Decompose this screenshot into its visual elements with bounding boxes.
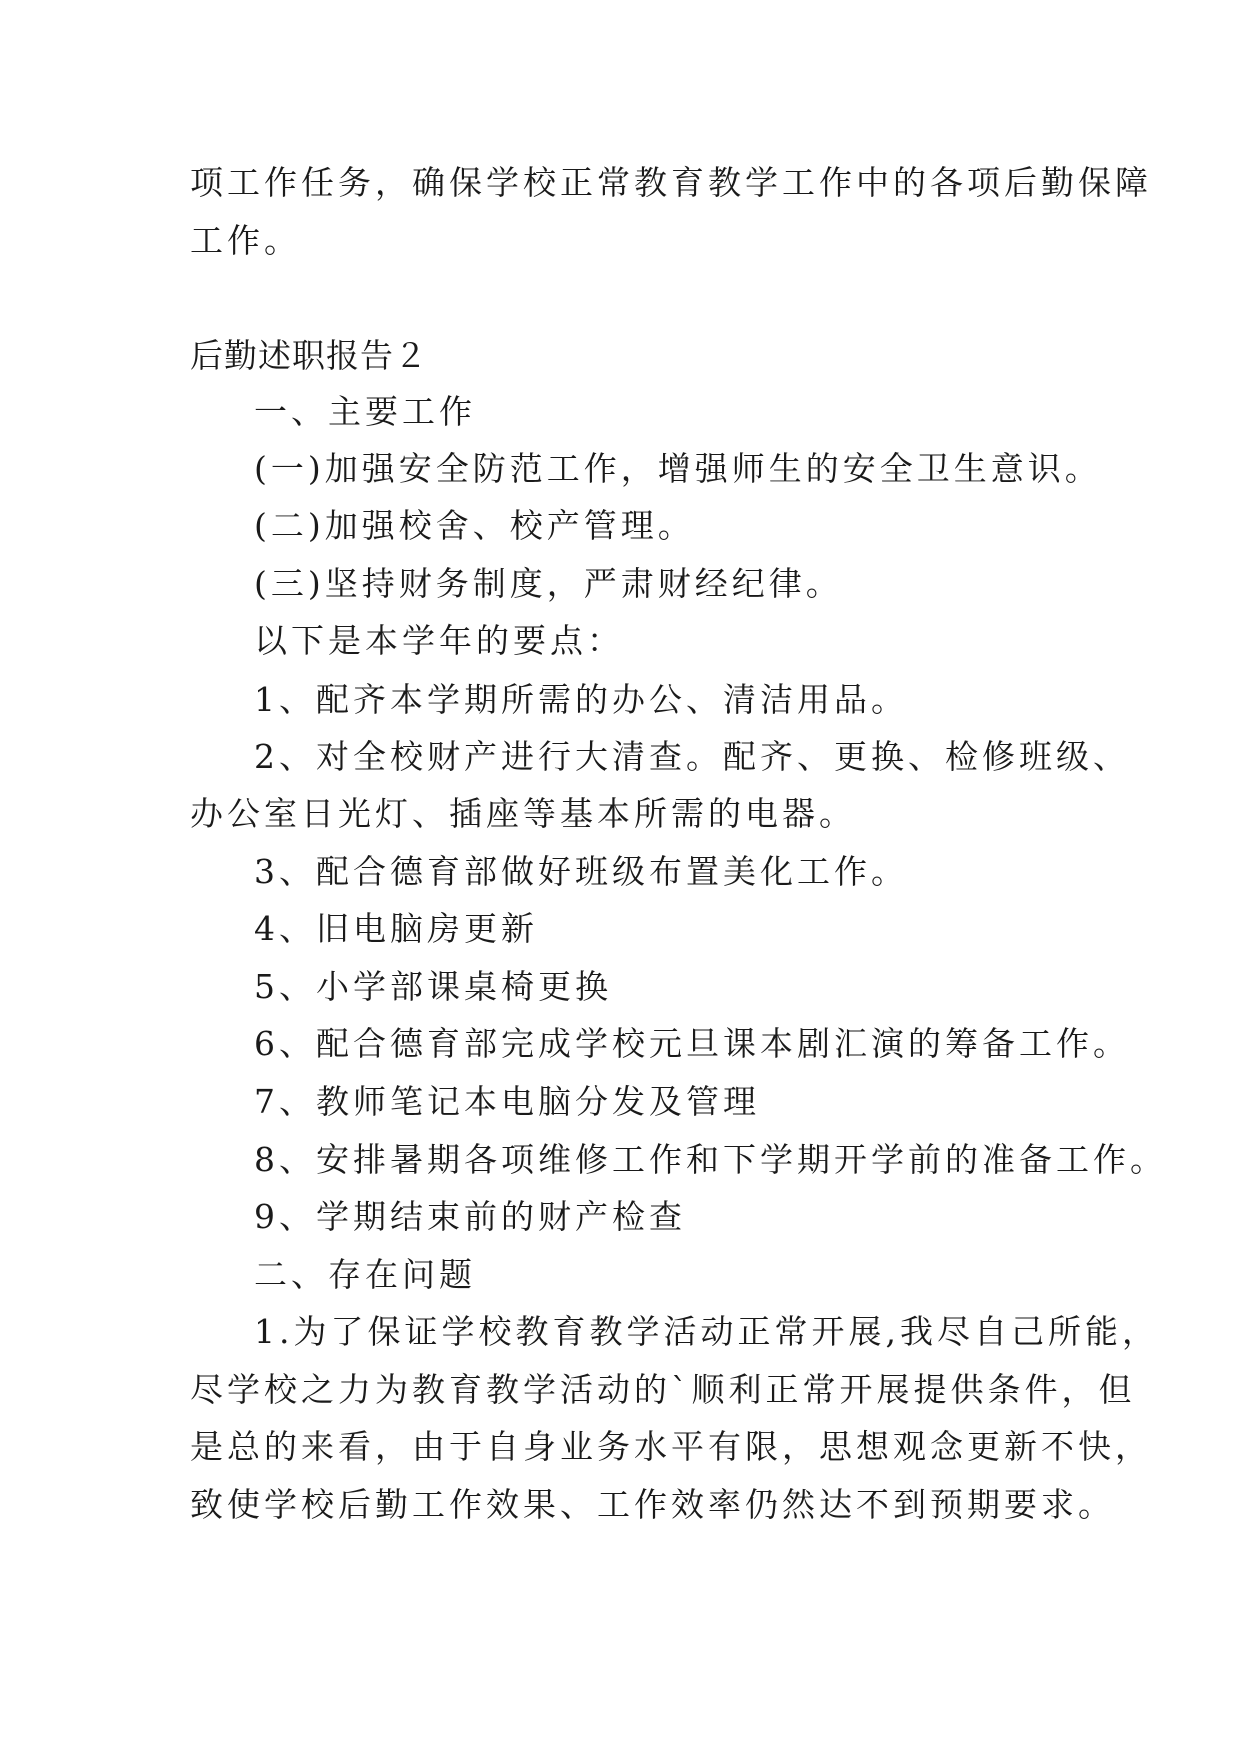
point-line-8: 8、安排暑期各项维修工作和下学期开学前的准备工作。: [254, 1140, 1167, 1179]
part-two-line-2: 尽学校之力为教育教学活动的`顺利正常开展提供条件，但: [190, 1370, 1136, 1409]
point-line-1: 1、配齐本学期所需的办公、清洁用品。: [254, 680, 908, 719]
section-title: 后勤述职报告２: [190, 336, 428, 375]
part-two-heading: 二、存在问题: [254, 1255, 476, 1294]
point-line-2-cont: 办公室日光灯、插座等基本所需的电器。: [190, 794, 856, 833]
point-line-5: 5、小学部课桌椅更换: [254, 967, 612, 1006]
point-line-4: 4、旧电脑房更新: [254, 909, 538, 948]
part-one-heading: 一、主要工作: [254, 392, 476, 431]
point-line-9: 9、学期结束前的财产检查: [254, 1197, 686, 1236]
points-intro: 以下是本学年的要点：: [254, 621, 624, 660]
part-one-item-3: (三)坚持财务制度，严肃财经纪律。: [254, 564, 843, 603]
point-line-7: 7、教师笔记本电脑分发及管理: [254, 1082, 760, 1121]
point-line-3: 3、配合德育部做好班级布置美化工作。: [254, 852, 908, 891]
part-two-line-3: 是总的来看，由于自身业务水平有限，思想观念更新不快，: [190, 1427, 1152, 1466]
part-two-line-4: 致使学校后勤工作效果、工作效率仍然达不到预期要求。: [190, 1485, 1115, 1524]
point-line-6: 6、配合德育部完成学校元旦课本剧汇演的筹备工作。: [254, 1024, 1130, 1063]
part-one-item-2: (二)加强校舍、校产管理。: [254, 506, 695, 545]
part-one-item-1: (一)加强安全防范工作，增强师生的安全卫生意识。: [254, 449, 1102, 488]
intro-line-2: 工作。: [190, 221, 301, 260]
point-line-2: 2、对全校财产进行大清查。配齐、更换、检修班级、: [254, 737, 1130, 776]
part-two-line-1: 1.为了保证学校教育教学活动正常开展,我尽自己所能，: [254, 1312, 1159, 1351]
intro-line-1: 项工作任务，确保学校正常教育教学工作中的各项后勤保障: [190, 163, 1152, 202]
